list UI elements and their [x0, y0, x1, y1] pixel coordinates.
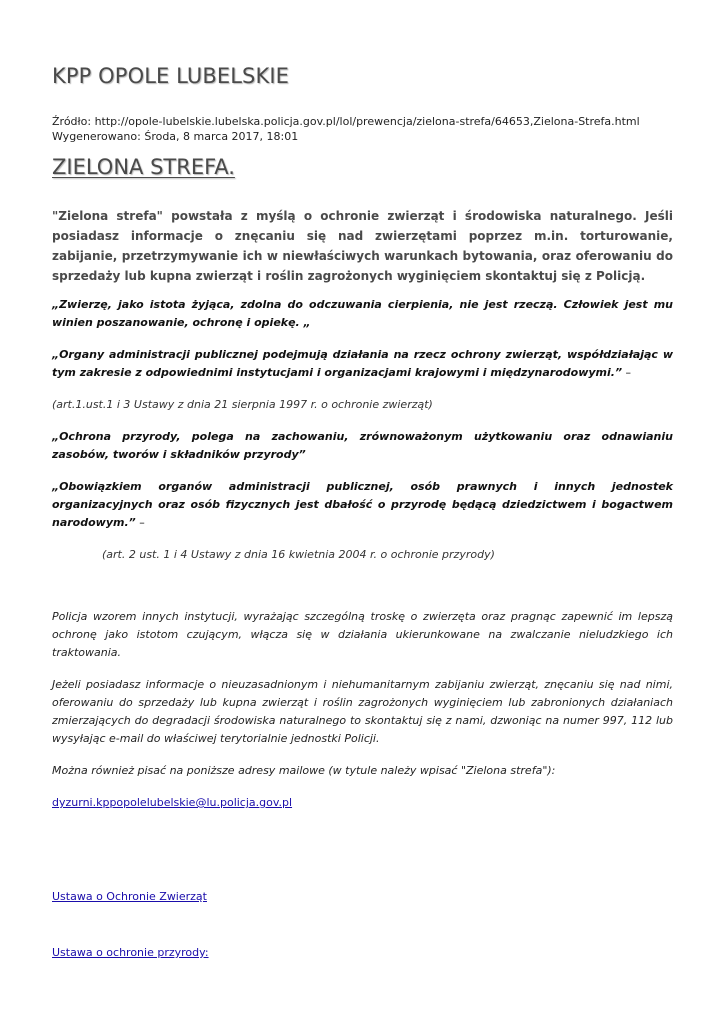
lead-paragraph: "Zielona strefa" powstała z myślą o ochronie zwierząt i środowiska naturalnego. Jeśli posiadasz informacje o znęcaniu się nad zwierzętami poprzez m.in. torturowanie, zabijanie, przetrzymywanie ich w niewłaściwych warunkach bytowania, oraz oferowaniu do sprzedaży lub kupna zwierząt i roślin zagrożonych wyginięciem skontaktuj się z Policją. — [52, 209, 673, 283]
police-paragraph: Policja wzorem innych instytucji, wyrażając szczególną troskę o zwierzęta oraz pragnąc zapewnić im lepszą ochronę jako istotom czującym, włącza się w działania ukierunkowane na zwalczanie nieludzkiego ich traktowania. — [52, 610, 673, 659]
animal-law-line — [52, 888, 673, 906]
quote-administration-animals — [52, 346, 673, 382]
generated-line: Wygenerowano: Środa, 8 marca 2017, 18:01 — [52, 130, 299, 143]
quote-administration-nature-text: „Obowiązkiem organów administracji publicznej, osób prawnych i innych jednostek organizacyjnych oraz osób fizycznych jest dbałość o przyrodę będącą dziedzictwem i bogactwem narodowym.” — [52, 480, 673, 529]
contact-paragraph: Jeżeli posiadasz informacje o nieuzasadnionym i niehumanitarnym zabijaniu zwierząt, znęcaniu się nad nimi, oferowaniu do sprzedaży lub kupna zwierząt i roślin zagrożonych wyginięciem lub zabronionych działaniach zmierzających do degradacji środowiska naturalnego to skontaktuj się z nami, dzwoniąc na numer 997, 112 lub wysyłając e-mail do właściwej terytorialnie jednostki Policji. — [52, 678, 673, 745]
quote-administration-animals-text: „Organy administracji publicznej podejmują działania na rzecz ochrony zwierząt, współdziałając w tym zakresie z odpowiednimi instytucjami i organizacjami krajowymi i międzynarodowymi.” — [52, 348, 673, 379]
article-content — [52, 206, 673, 962]
spacer — [52, 812, 673, 888]
quote-dash: – — [622, 366, 632, 379]
quote-animal-definition: „Zwierzę, jako istota żyjąca, zdolna do odczuwania cierpienia, nie jest rzeczą. Człowiek jest mu winien poszanowanie, ochronę i opiekę. „ — [52, 298, 673, 329]
animal-law-link[interactable]: Ustawa o Ochronie Zwierząt — [52, 890, 207, 903]
document-meta — [52, 114, 640, 144]
citation-animal-law: (art.1.ust.1 i 3 Ustawy z dnia 21 sierpnia 1997 r. o ochronie zwierząt) — [52, 398, 433, 411]
spacer — [52, 906, 673, 944]
nature-law-link[interactable]: Ustawa o ochronie przyrody: — [52, 946, 209, 959]
article-title: ZIELONA STREFA. — [52, 155, 235, 179]
email-link[interactable]: dyzurni.kppopolelubelskie@lu.policja.gov.pl — [52, 796, 293, 809]
quote-administration-nature — [52, 478, 673, 532]
email-intro-paragraph: Można również pisać na poniższe adresy mailowe (w tytule należy wpisać "Zielona strefa"): — [52, 764, 556, 777]
source-line: Źródło: http://opole-lubelskie.lubelska.policja.gov.pl/lol/prewencja/zielona-strefa/64653,Zielona-Strefa.html — [52, 115, 640, 128]
site-title: KPP OPOLE LUBELSKIE — [52, 64, 290, 88]
nature-law-line — [52, 944, 673, 962]
quote-nature-protection: „Ochrona przyrody, polega na zachowaniu, zrównoważonym użytkowaniu oraz odnawianiu zasobów, tworów i składników przyrody” — [52, 430, 673, 461]
email-line — [52, 794, 673, 812]
citation-nature-law: (art. 2 ust. 1 i 4 Ustawy z dnia 16 kwietnia 2004 r. o ochronie przyrody) — [102, 548, 495, 561]
quote-dash: – — [135, 516, 145, 529]
